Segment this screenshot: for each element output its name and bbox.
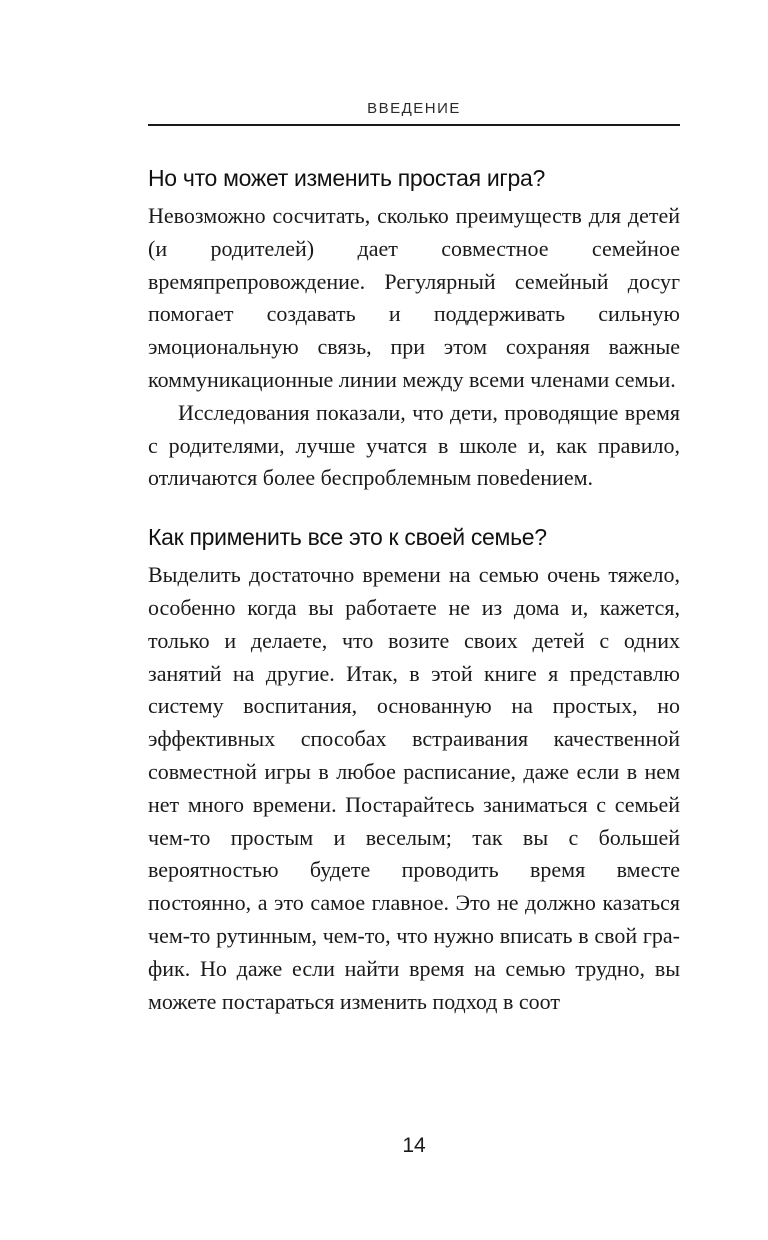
page-body bbox=[148, 158, 680, 1018]
page-number: 14 bbox=[402, 1134, 426, 1157]
section-heading-1: Но что может изменить простая игра? bbox=[148, 165, 545, 191]
running-head: ВВЕДЕНИЕ bbox=[367, 100, 461, 117]
paragraph-1: Невозможно сосчитать, сколько преимуществ для детей (и родителей) дает совместное семейное времяпрепровождение. Регулярный семейный досуг помогает создавать и поддерживать сильную эмоциональную связь, при этом сохраняя важные коммуникационные линии между всеми членами семьи. bbox=[148, 203, 680, 392]
paragraph-3: Выделить достаточно времени на семью очень тяжело, особенно когда вы работаете не из дома и, кажется, только и делаете, что возите своих детей с одних занятий на другие. Итак, в этой книге я представлю систему воспитания, основанную на простых, но эффективных способах встраивания качественной совместной игры в любое расписание, даже если в нем нет много времени. Постарайтесь заниматься с семьей чем-то простым и веселым; так вы с большей вероятностью будете проводить время вместе постоянно, а это самое главное. Это не должно казаться чем-то рутинным, чем-то, что нужно вписать в свой график. Но даже если найти время на семью трудно, вы можете постараться изменить подход в соот bbox=[148, 562, 680, 1014]
header-rule bbox=[148, 124, 680, 126]
section-heading-2: Как применить все это к своей семье? bbox=[148, 524, 547, 551]
paragraph-2: Исследования показали, что дети, проводящие время с родителями, лучше учатся в школе и, как правило, отличаются более беспроблемным повеdением. bbox=[148, 399, 680, 491]
